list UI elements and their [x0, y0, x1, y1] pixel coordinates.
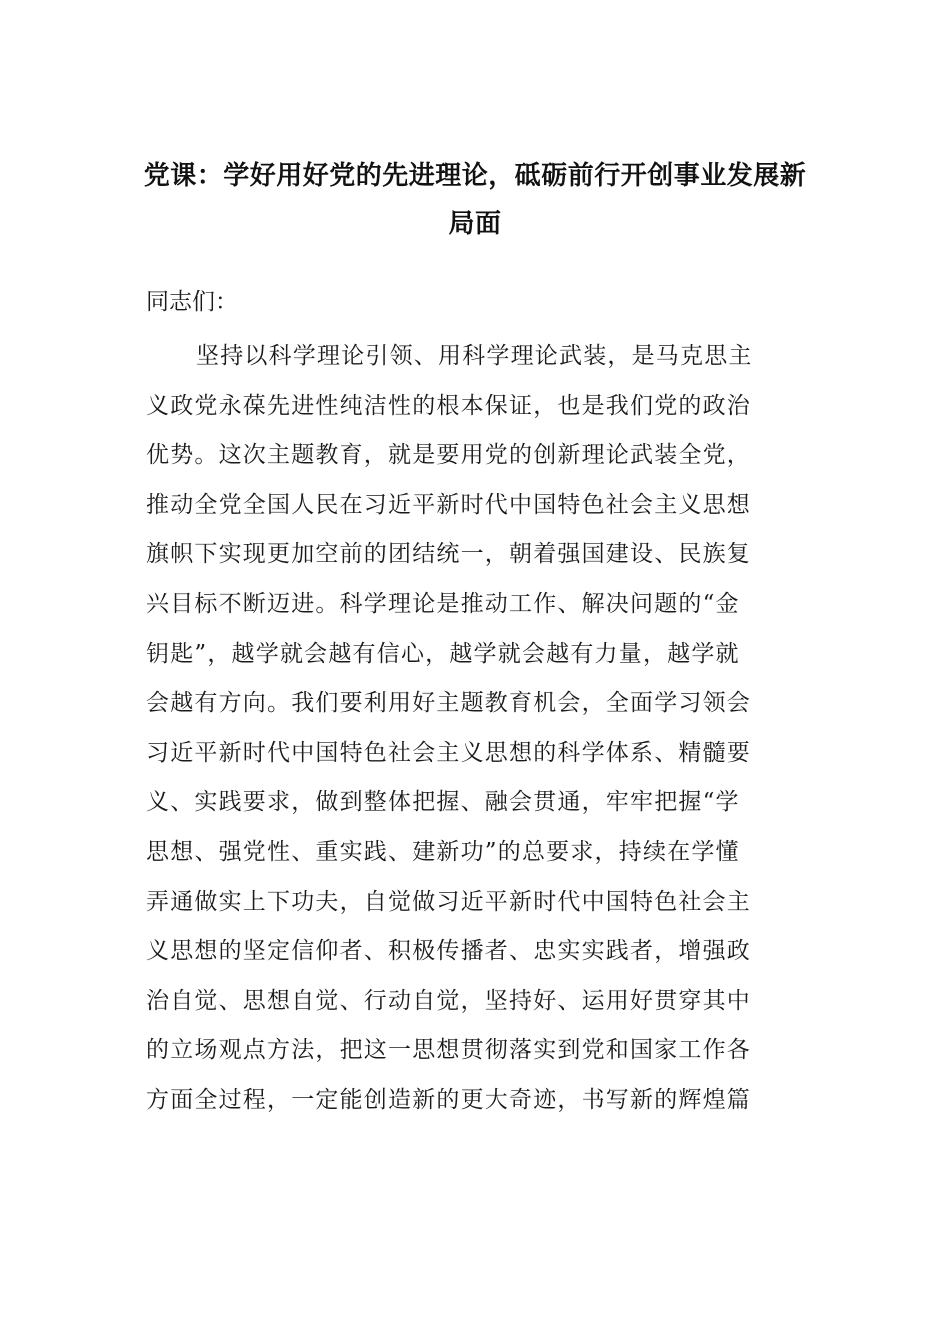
paragraph-line: 钥匙”，越学就会越有信心，越学就会越有力量，越学就 [146, 640, 740, 667]
paragraph-line: 旗帜下实现更加空前的团结统一，朝着强国建设、民族复 [146, 541, 751, 568]
paragraph-line: 推动全党全国人民在习近平新时代中国特色社会主义思想 [146, 491, 751, 518]
body-paragraph [146, 332, 806, 1126]
paragraph-line: 优势。这次主题教育，就是要用党的创新理论武装全党， [146, 442, 751, 469]
paragraph-line: 的立场观点方法，把这一思想贯彻落实到党和国家工作各 [146, 1037, 751, 1064]
paragraph-line: 弄通做实上下功夫，自觉做习近平新时代中国特色社会主 [146, 888, 751, 915]
paragraph-line: 义、实践要求，做到整体把握、融会贯通，牢牢把握“学 [146, 789, 740, 816]
paragraph-line: 义思想的坚定信仰者、积极传播者、忠实实践者，增强政 [146, 938, 751, 965]
paragraph-line: 坚持以科学理论引领、用科学理论武装，是马克思主 [196, 343, 753, 369]
paragraph-line: 会越有方向。我们要利用好主题教育机会，全面学习领会 [146, 690, 751, 717]
paragraph-line: 义政党永葆先进性纯洁性的根本保证，也是我们党的政治 [146, 392, 751, 419]
paragraph-line: 兴目标不断迈进。科学理论是推动工作、解决问题的“金 [146, 590, 740, 617]
paragraph-line: 治自觉、思想自觉、行动自觉，坚持好、运用好贯穿其中 [146, 987, 751, 1014]
title-line-1: 党课：学好用好党的先进理论，砥砺前行开创事业发展新 [143, 161, 807, 191]
document-title [140, 152, 810, 248]
paragraph-line: 习近平新时代中国特色社会主义思想的科学体系、精髓要 [146, 739, 751, 766]
paragraph-line: 思想、强党性、重实践、建新功”的总要求，持续在学懂 [146, 838, 740, 865]
title-line-2: 局面 [448, 209, 502, 239]
paragraph-line: 方面全过程，一定能创造新的更大奇迹，书写新的辉煌篇 [146, 1086, 751, 1113]
greeting: 同志们： [146, 289, 238, 315]
